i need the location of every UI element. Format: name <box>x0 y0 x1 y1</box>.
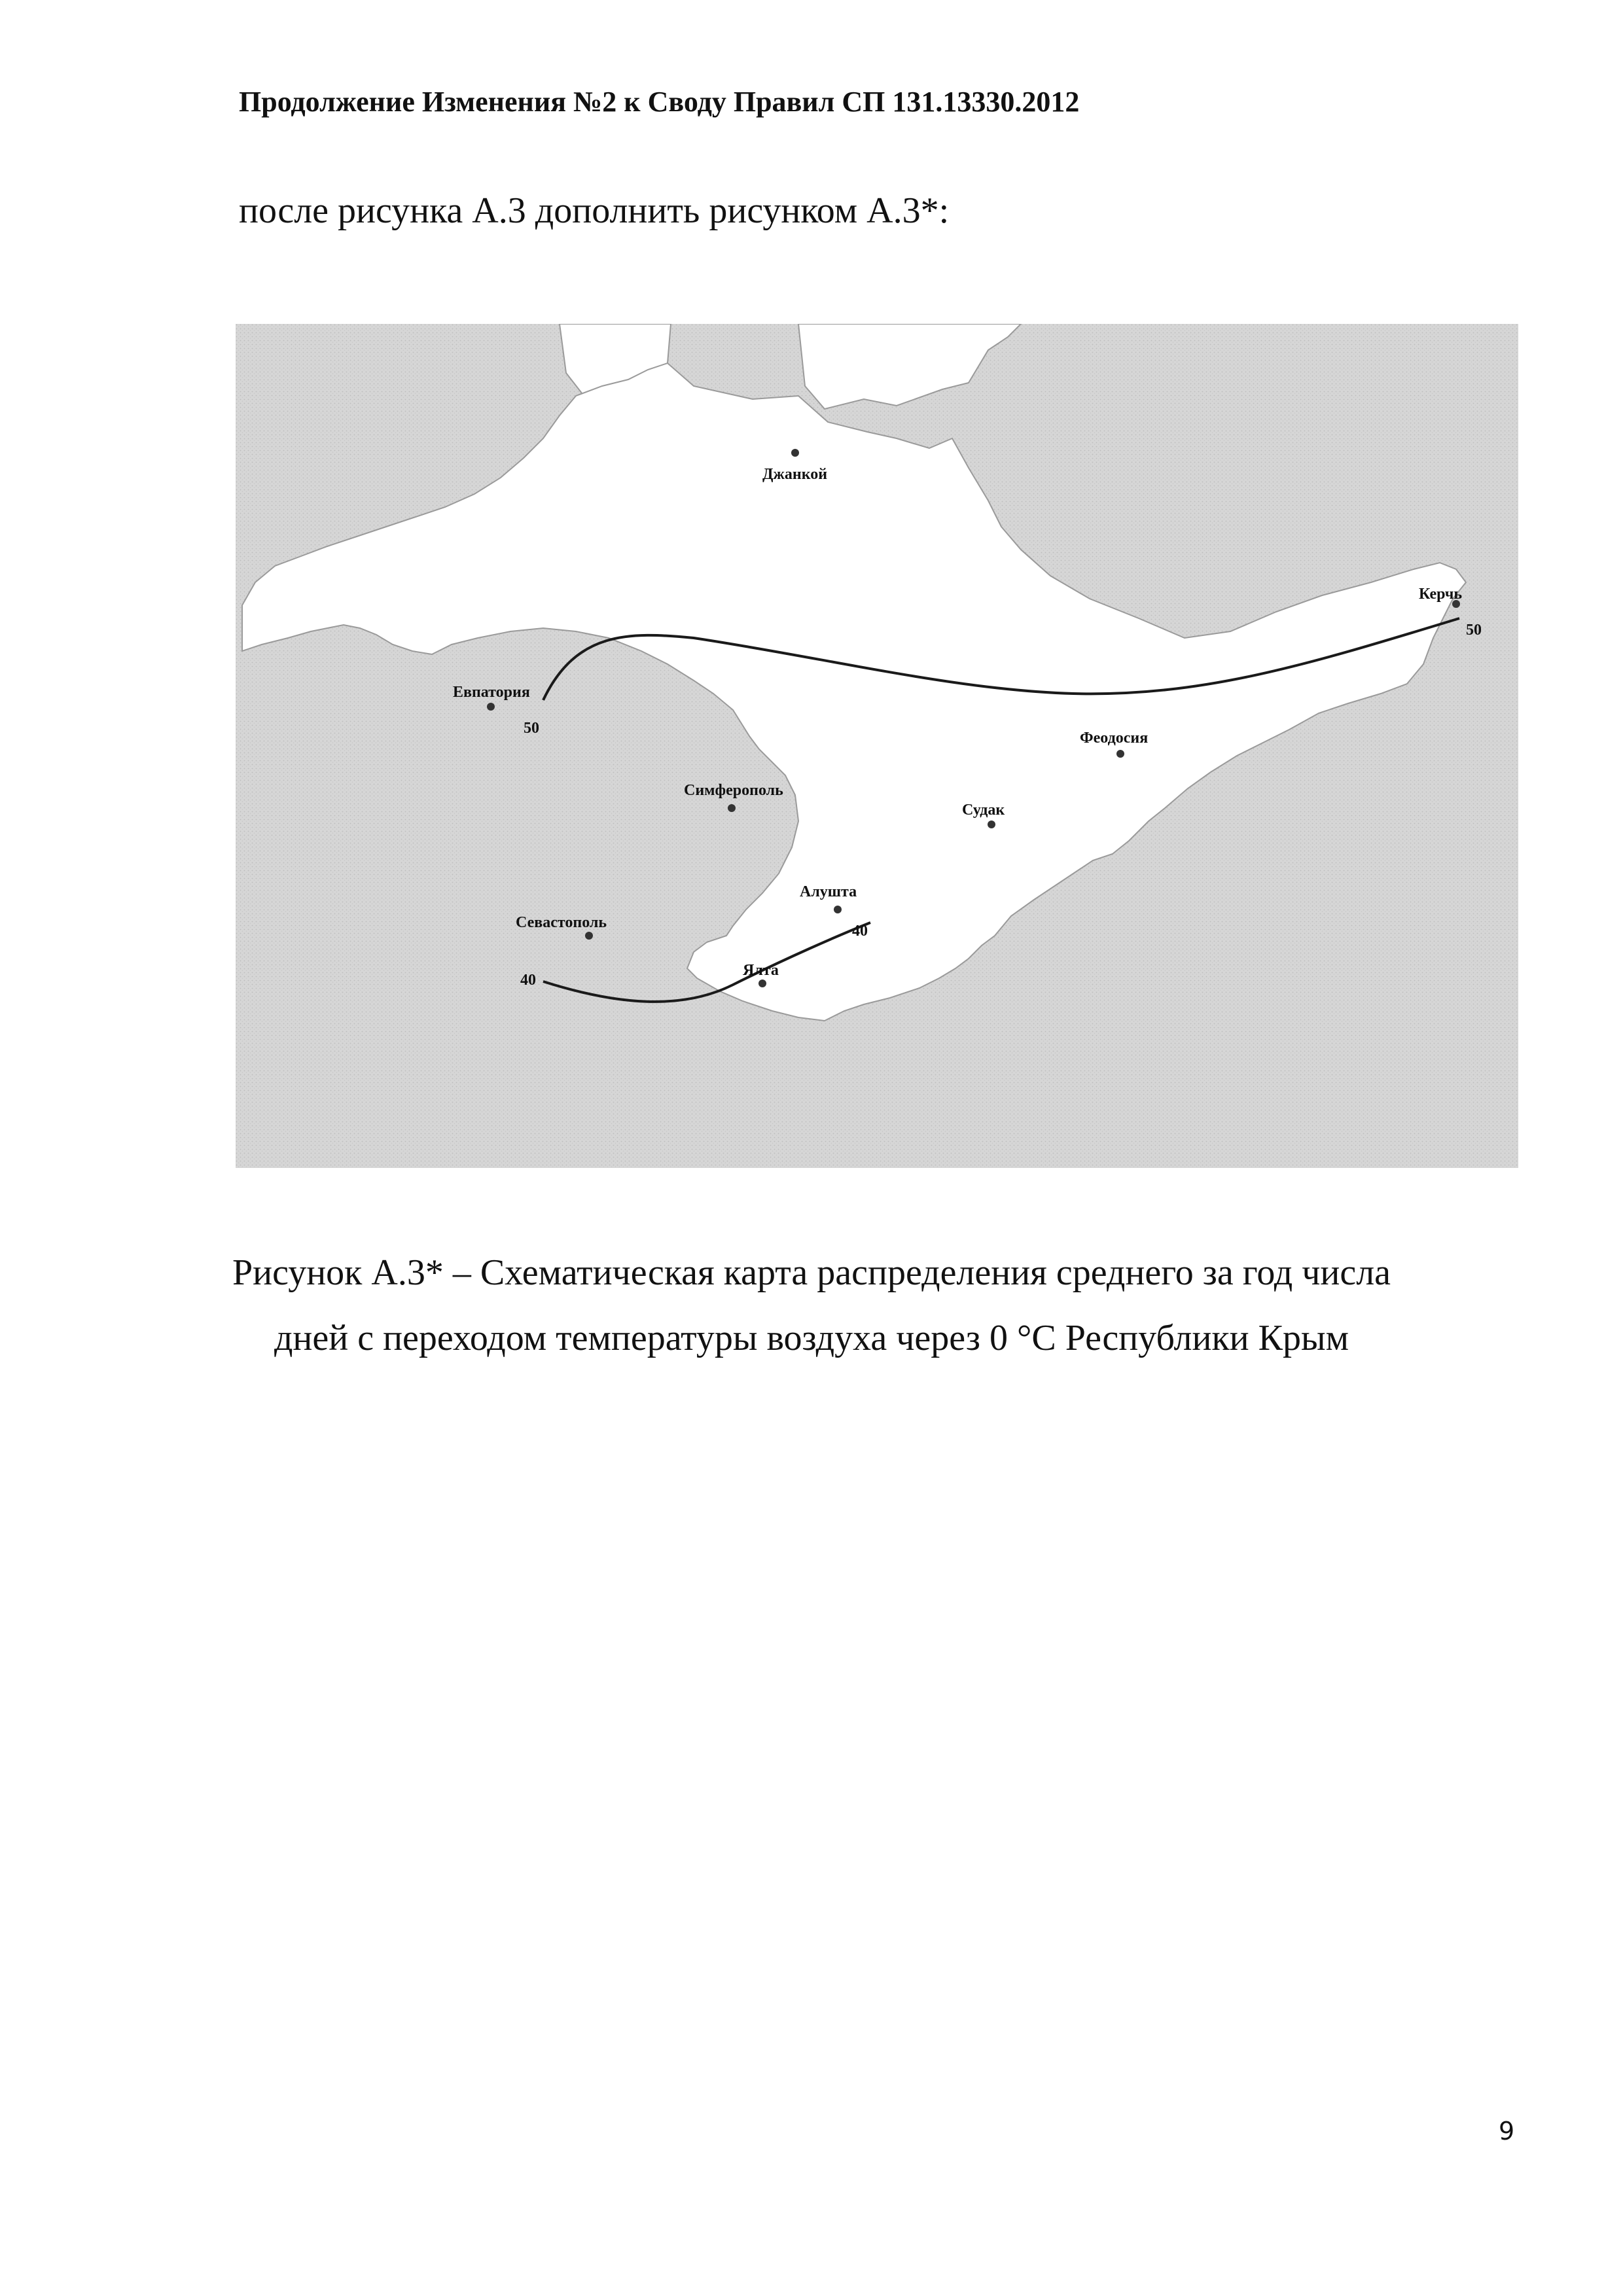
city-label-kerch: Керчь <box>1419 586 1463 603</box>
figure-caption-line-1: Рисунок А.3* – Схематическая карта распределения среднего за год числа <box>232 1252 1391 1293</box>
city-label-sudak: Судак <box>962 802 1005 819</box>
city-marker-feodosiya <box>1116 750 1124 758</box>
page-number: 9 <box>1499 2117 1515 2146</box>
city-label-simferopol: Симферополь <box>684 782 783 799</box>
city-marker-evpatoriya <box>487 703 495 711</box>
instruction-text: после рисунка А.3 дополнить рисунком А.3*: <box>239 190 950 231</box>
city-marker-sudak <box>988 821 995 828</box>
city-marker-yalta <box>758 980 766 987</box>
city-marker-simferopol <box>728 804 736 812</box>
isoline-label-40-east: 40 <box>852 923 868 940</box>
figure-caption-line-2: дней с переходом температуры воздуха через 0 °С Республики Крым <box>274 1318 1349 1358</box>
isoline-label-40-west: 40 <box>520 972 536 989</box>
city-label-alushta: Алушта <box>800 883 857 900</box>
city-label-feodosiya: Феодосия <box>1080 730 1149 747</box>
city-marker-dzhankoy <box>791 449 799 457</box>
city-marker-sevastopol <box>585 932 593 940</box>
crimea-map <box>236 324 1518 1168</box>
city-label-sevastopol: Севастополь <box>516 914 607 931</box>
isoline-label-50-west: 50 <box>524 720 539 737</box>
city-label-dzhankoy: Джанкой <box>762 466 828 483</box>
figure-caption <box>196 1240 1427 1371</box>
document-header: Продолжение Изменения №2 к Своду Правил СП 131.13330.2012 <box>239 86 1080 118</box>
city-marker-alushta <box>834 906 842 913</box>
isoline-label-50-east: 50 <box>1466 622 1482 639</box>
city-label-evpatoriya: Евпатория <box>453 684 530 701</box>
city-label-yalta: Ялта <box>743 962 779 979</box>
